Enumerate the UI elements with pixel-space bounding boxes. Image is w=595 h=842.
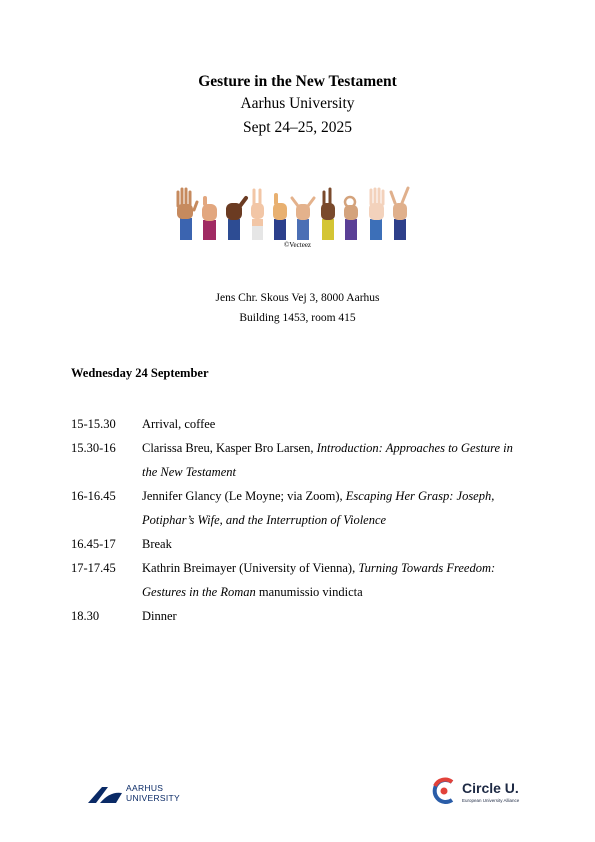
schedule-description: [142, 556, 521, 604]
title-block: [0, 72, 595, 140]
hand-icon: [251, 190, 264, 240]
schedule-text: Dinner: [142, 609, 177, 623]
schedule-row: [71, 532, 521, 556]
schedule-row: [71, 436, 521, 484]
venue-address: Jens Chr. Skous Vej 3, 8000 Aarhus: [215, 292, 380, 304]
schedule-description: [142, 604, 521, 628]
schedule-description: [142, 484, 521, 532]
schedule-row: [71, 556, 521, 604]
image-credit: ©Vecteez: [283, 241, 312, 249]
hand-icon: [292, 198, 314, 240]
hand-icon: [177, 189, 197, 240]
schedule-text: Arrival, coffee: [142, 417, 216, 431]
aarhus-mark-icon: [86, 779, 126, 807]
schedule-talk-title-roman: manumissio vindicta: [255, 585, 363, 599]
circle-u-tagline: European University Alliance: [462, 798, 520, 803]
schedule-description: [142, 532, 521, 556]
raised-hands-illustration: [172, 186, 422, 240]
aarhus-university-logo: [86, 779, 196, 807]
schedule-row: [71, 412, 521, 436]
schedule-speakers: Kathrin Breimayer (University of Vienna),: [142, 561, 359, 575]
schedule-row: [71, 484, 521, 532]
schedule-time: 17-17.45: [71, 561, 116, 575]
schedule-description: [142, 412, 521, 436]
schedule-talk-title: Introduction: Approaches to Gesture in the New Testament: [142, 441, 513, 479]
schedule-text: Break: [142, 537, 172, 551]
event-institution: Aarhus University: [240, 95, 355, 112]
event-dates: Sept 24–25, 2025: [243, 119, 352, 136]
schedule-talk-title: Escaping Her Grasp: Joseph, Potiphar’s Wife, and the Interruption of Violence: [142, 489, 495, 527]
schedule-description: [142, 436, 521, 484]
schedule-time: 16.45-17: [71, 537, 116, 551]
event-title: Gesture in the New Testament: [198, 73, 397, 90]
hand-icon: [202, 198, 217, 240]
hand-icon: [321, 189, 335, 240]
schedule-talk-title: Turning Towards Freedom: Gestures in the Roman: [142, 561, 496, 599]
hand-icon: [344, 197, 358, 240]
hand-icon: [369, 189, 384, 240]
schedule-speakers: Clarissa Breu, Kasper Bro Larsen,: [142, 441, 317, 455]
schedule-row: [71, 604, 521, 628]
day-heading: Wednesday 24 September: [71, 366, 209, 380]
schedule-time: 16-16.45: [71, 489, 116, 503]
aarhus-wordmark: [126, 783, 180, 803]
circle-u-mark-icon: [430, 776, 458, 806]
circle-u-logo: [430, 776, 540, 808]
schedule-time: 15-15.30: [71, 417, 116, 431]
schedule-time: 18.30: [71, 609, 100, 623]
schedule: [71, 412, 521, 628]
aarhus-wordmark-line1: AARHUS: [126, 783, 164, 793]
hand-icon: [226, 198, 246, 240]
hand-icon: [273, 195, 287, 240]
schedule-time: 15.30-16: [71, 441, 116, 455]
hand-icon: [391, 188, 408, 240]
aarhus-wordmark-line2: UNIVERSITY: [126, 793, 181, 803]
schedule-speakers: Jennifer Glancy (Le Moyne; via Zoom),: [142, 489, 346, 503]
circle-u-name: Circle U.: [462, 780, 519, 796]
venue-room: Building 1453, room 415: [239, 312, 356, 324]
venue-block: [0, 288, 595, 328]
